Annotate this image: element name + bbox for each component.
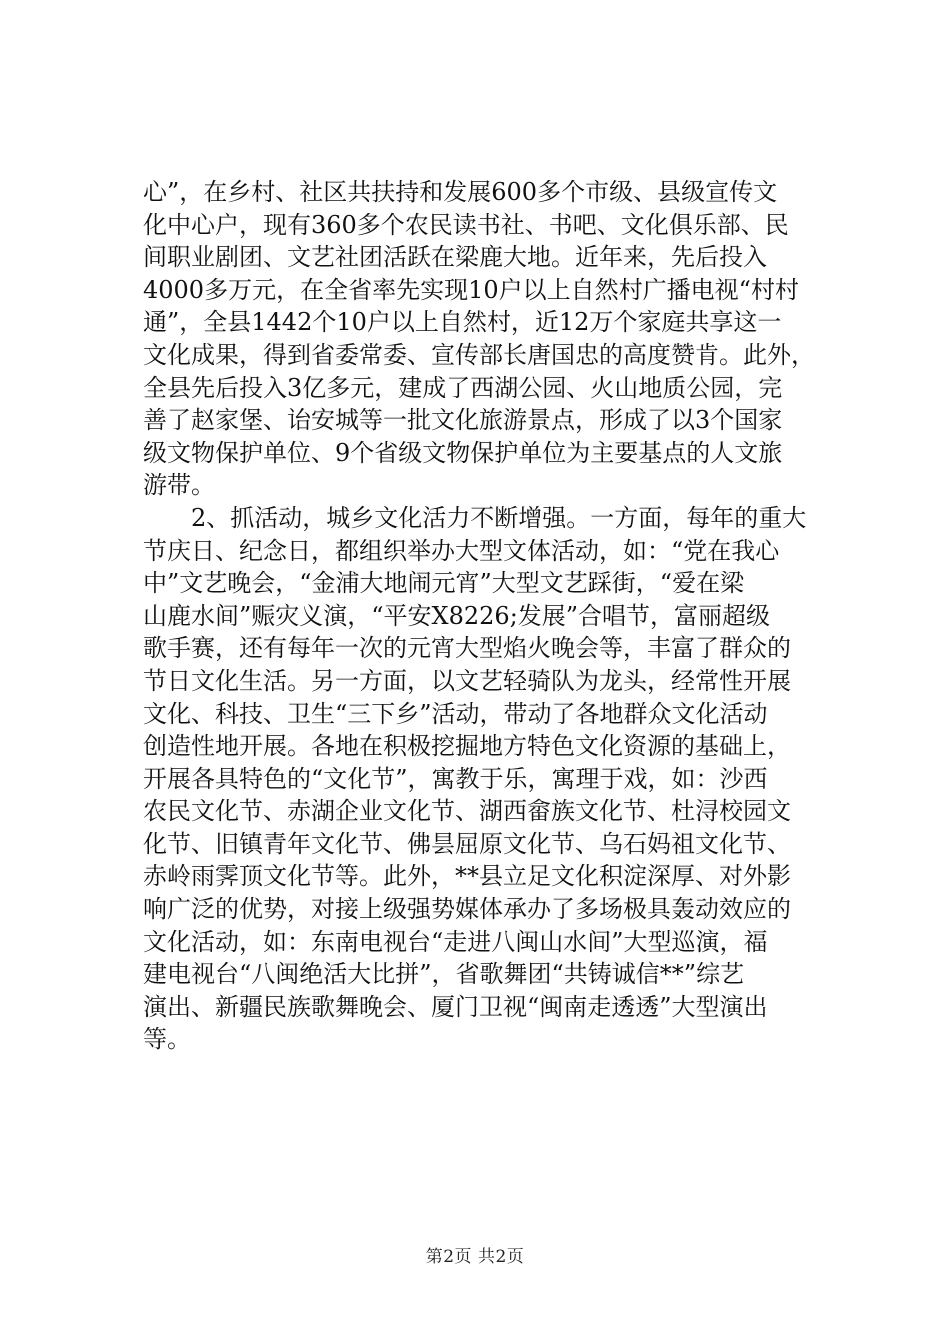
text-line: 农民文化节、赤湖企业文化节、湖西畲族文化节、杜浔校园文 [143,797,791,826]
text-line: 演出、新疆民族歌舞晚会、厦门卫视“闽南走透透”大型演出 [143,992,768,1021]
text-line: 响广泛的优势，对接上级强势媒体承办了多场极具轰动效应的 [143,895,791,924]
text-line: 文化活动，如：东南电视台“走进八闽山水间”大型巡演，福 [143,927,768,956]
text-line: 开展各具特色的“文化节”，寓教于乐，寓理于戏，如：沙西 [143,764,768,793]
body-text [143,176,843,1056]
text-line: 化节、旧镇青年文化节、佛昙屈原文化节、乌石妈祖文化节、 [143,829,791,858]
text-line: 心”，在乡村、社区共扶持和发展600多个市级、县级宣传文 [143,178,778,206]
text-line: 4000多万元，在全省率先实现10户以上自然村广播电视“村村 [143,275,799,304]
text-line: 间职业剧团、文艺社团活跃在梁鹿大地。近年来，先后投入 [143,243,767,272]
page-footer: 第2页 共2页 [425,1247,525,1267]
text-line: 游带。 [143,471,215,500]
text-line: 山鹿水间”赈灾义演，“平安X8226;发展”合唱节，富丽超级 [143,601,771,630]
text-line: 建电视台“八闽绝活大比拼”，省歌舞团“共铸诚信**”综艺 [143,960,745,989]
text-line: 全县先后投入3亿多元，建成了西湖公园、火山地质公园，完 [143,373,783,402]
text-line: 化中心户，现有360多个农民读书社、书吧、文化俱乐部、民 [143,210,789,239]
text-line: 赤岭雨霁顶文化节等。此外，**县立足文化积淀深厚、对外影 [143,862,791,891]
text-line: 等。 [143,1025,191,1054]
text-line: 节庆日、纪念日，都组织举办大型文体活动，如：“党在我心 [143,536,780,565]
text-line: 文化成果，得到省委常委、宣传部长唐国忠的高度赞肯。此外， [143,340,815,369]
text-line: 节日文化生活。另一方面，以文艺轻骑队为龙头，经常性开展 [143,666,791,695]
text-line: 通”，全县1442个10户以上自然村，近12万个家庭共享这一 [143,308,782,337]
text-line: 文化、科技、卫生“三下乡”活动，带动了各地群众文化活动 [143,699,768,728]
text-line: 歌手赛，还有每年一次的元宵大型焰火晚会等，丰富了群众的 [143,634,791,663]
text-line: 2、抓活动，城乡文化活力不断增强。一方面，每年的重大 [143,503,807,532]
text-line: 中”文艺晚会，“金浦大地闹元宵”大型文艺踩街，“爱在梁 [143,569,745,598]
text-line: 级文物保护单位、9个省级文物保护单位为主要基点的人文旅 [143,438,783,467]
text-line: 善了赵家堡、诒安城等一批文化旅游景点，形成了以3个国家 [143,406,783,435]
text-line: 创造性地开展。各地在积极挖掘地方特色文化资源的基础上， [143,732,791,761]
